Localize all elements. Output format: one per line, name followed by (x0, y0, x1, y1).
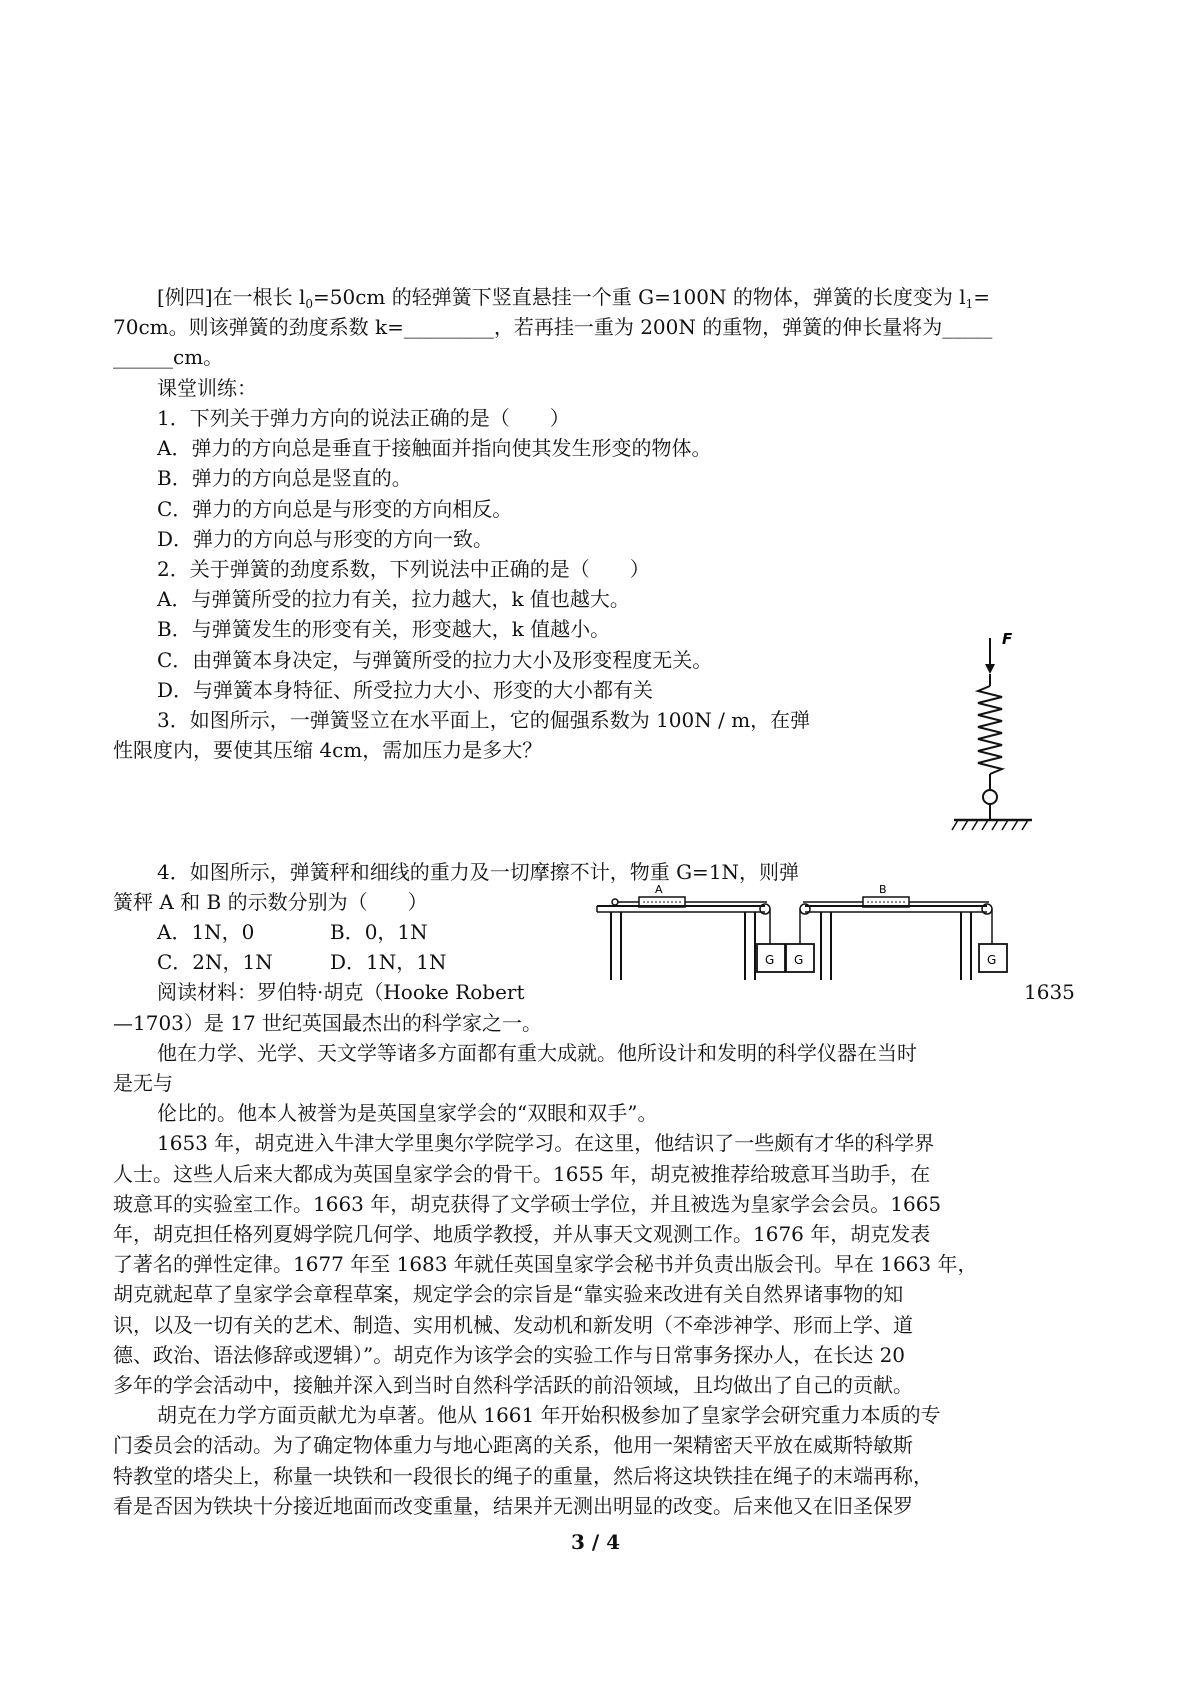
question-2-option-a: A．与弹簧所受的拉力有关，拉力越大，k 值也越大。 (157, 587, 630, 611)
question-1-option-a: A．弹力的方向总是垂直于接触面并指向使其发生形变的物体。 (157, 436, 712, 460)
reading-line: 胡克在力学方面贡献尤为卓著。他从 1661 年开始积极参加了皇家学会研究重力本质的专 (157, 1403, 941, 1427)
question-4-option-c: C．2N，1N (157, 950, 273, 974)
question-1-option-c: C．弹力的方向总是与形变的方向相反。 (157, 497, 513, 521)
subscript: 0 (305, 297, 313, 311)
text-segment: =50cm 的轻弹簧下竖直悬挂一个重 G=100N 的物体，弹簧的长度变为 l (313, 285, 966, 309)
reading-line: 年，胡克担任格列夏姆学院几何学、地质学教授，并从事天文观测工作。1676 年，胡克发表 (113, 1222, 931, 1246)
spring-hook (983, 790, 997, 804)
question-4-line-2: 簧秤 A 和 B 的示数分别为（ ） (113, 890, 428, 914)
reading-line: 胡克就起草了皇家学会章程草案，规定学会的宗旨是“靠实验来改进有关自然界诸事物的知 (113, 1282, 904, 1306)
example4-line-3: ______cm。 (113, 345, 224, 369)
reading-line: 看是否因为铁块十分接近地面而改变重量，结果并无测出明显的改变。后来他又在旧圣保罗 (113, 1494, 913, 1518)
question-4-option-a: A．1N，0 (157, 920, 255, 944)
reading-line: 伦比的。他本人被誉为是英国皇家学会的“双眼和双手”。 (157, 1101, 658, 1125)
text-segment: [例四]在一根长 l (157, 285, 306, 309)
question-4-line-1: 4．如图所示，弹簧秤和细线的重力及一切摩擦不计，物重 G=1N，则弹 (157, 860, 800, 884)
reading-line: 是无与 (113, 1071, 173, 1095)
reading-line: 门委员会的活动。为了确定物体重力与地心距离的关系，他用一架精密天平放在威斯特敏斯 (113, 1433, 913, 1457)
question-3-line-1: 3．如图所示，一弹簧竖立在水平面上，它的倔强系数为 100N / m，在弹 (157, 708, 811, 732)
question-2-option-c: C．由弹簧本身决定，与弹簧所受的拉力大小及形变程度无关。 (157, 648, 713, 672)
example4-line-2: 70cm。则该弹簧的劲度系数 k=_________，若再挂一重为 200N 的重物，弹簧的伸长量将为_____ (113, 315, 993, 339)
reading-line-1a: 阅读材料：罗伯特·胡克（Hooke Robert (157, 980, 525, 1004)
weight-label-1: G (765, 953, 775, 967)
section-heading: 课堂训练： (157, 376, 257, 400)
question-4-option-b: B．0，1N (330, 920, 428, 944)
right-table (800, 904, 992, 980)
question-1-option-d: D．弹力的方向总与形变的方向一致。 (157, 527, 494, 551)
question-1-option-b: B．弹力的方向总是竖直的。 (157, 466, 412, 490)
weight-label-2: G (794, 953, 804, 967)
question-4-option-d: D．1N，1N (330, 950, 447, 974)
ground-hatch (952, 820, 1028, 830)
question-2-stem: 2．关于弹簧的劲度系数，下列说法中正确的是（ ） (157, 557, 650, 581)
question-2-option-d: D．与弹簧本身特征、所受拉力大小、形变的大小都有关 (157, 678, 654, 702)
left-table (597, 904, 770, 980)
question-1-stem: 1．下列关于弹力方向的说法正确的是（ ） (157, 406, 570, 430)
text-segment: = (973, 285, 991, 309)
reading-line: 特教堂的塔尖上，称量一块铁和一段很长的绳子的重量，然后将这块铁挂在绳子的末端再称， (113, 1464, 933, 1488)
page-number: 3 / 4 (570, 1530, 621, 1554)
reading-line: 人士。这些人后来大都成为英国皇家学会的骨干。1655 年，胡克被推荐给玻意耳当助手，在 (113, 1162, 931, 1186)
weight-label-3: G (987, 953, 997, 967)
force-arrow-head (985, 664, 995, 674)
reading-line: 多年的学会活动中，接触并深入到当时自然科学活跃的前沿领域，且均做出了自己的贡献。 (113, 1373, 913, 1397)
reading-line: 1653 年，胡克进入牛津大学里奥尔学院学习。在这里，他结识了一些颇有才华的科学界 (157, 1131, 935, 1155)
force-label: F (1002, 630, 1013, 648)
question-2-option-b: B．与弹簧发生的形变有关，形变越大，k 值越小。 (157, 617, 611, 641)
reading-line: 了著名的弹性定律。1677 年至 1683 年就任英国皇家学会秘书并负责出版会刊。早在 1663 年， (113, 1252, 978, 1276)
reading-line: 玻意耳的实验室工作。1663 年，胡克获得了文学硕士学位，并且被选为皇家学会会员。1665 (113, 1192, 942, 1216)
spring-figure (948, 630, 1038, 845)
reading-line: 德、政治、语法修辞或逻辑）”。胡克作为该学会的实验工作与日常事务探办人，在长达 20 (113, 1343, 906, 1367)
spring-coil (978, 686, 1002, 774)
scale-b-label: B (879, 883, 887, 896)
reading-line: 他在力学、光学、天文学等诸多方面都有重大成就。他所设计和发明的科学仪器在当时 (157, 1041, 917, 1065)
subscript: 1 (965, 297, 974, 311)
spring-balance-figure (595, 882, 1030, 984)
reading-line: 识，以及一切有关的艺术、制造、实用机械、发动机和新发明（不牵涉神学、形而上学、道 (113, 1313, 913, 1337)
scale-a-label: A (655, 883, 663, 896)
question-3-line-2: 性限度内，要使其压缩 4cm，需加压力是多大？ (113, 738, 543, 762)
reading-line-1b: 1635 (1024, 980, 1075, 1004)
reading-line: —1703）是 17 世纪英国最杰出的科学家之一。 (113, 1011, 543, 1035)
